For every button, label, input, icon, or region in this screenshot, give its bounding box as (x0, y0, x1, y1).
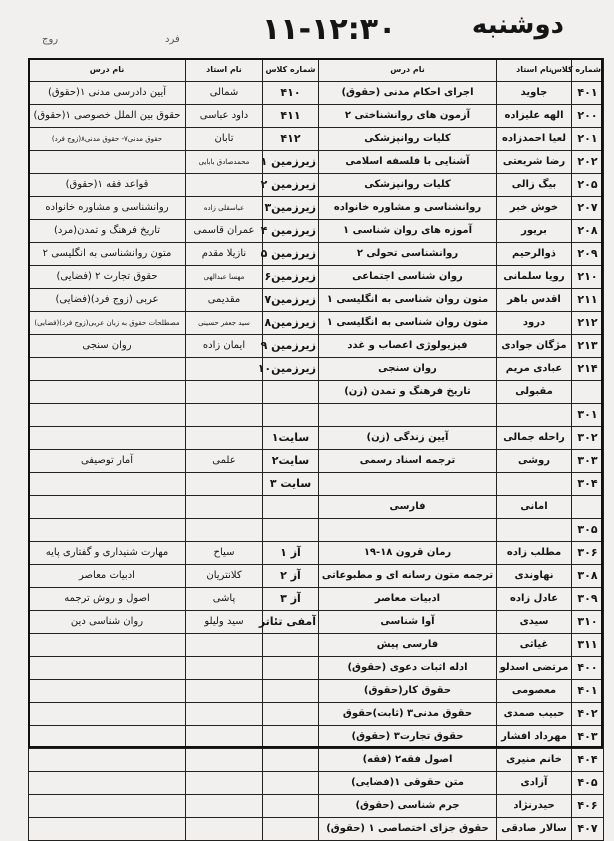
prof-cell (186, 174, 263, 197)
table-row (319, 197, 604, 220)
course-cell: روانشناسی و مشاوره خانواده (319, 197, 497, 220)
prof-cell (186, 358, 263, 381)
table-row (319, 634, 604, 657)
table-row (29, 749, 319, 772)
room-cell: سایت۱ (263, 427, 319, 450)
left-table-body (29, 82, 319, 841)
course-cell: آموزه های روان شناسی ۱ (319, 220, 497, 243)
room-cell: ۴۰۷ (572, 818, 604, 841)
course-cell: روان سنجی (29, 335, 186, 358)
table-row (29, 703, 319, 726)
room-cell: ۲۱۲ (572, 312, 604, 335)
table-row (319, 772, 604, 795)
table-row (319, 749, 604, 772)
room-cell: آز ۲ (263, 565, 319, 588)
room-cell: ۲۰۷ (572, 197, 604, 220)
prof-cell: نهاوندی (497, 565, 572, 588)
room-cell (263, 519, 319, 542)
prof-cell: علمی (186, 450, 263, 473)
room-cell: زیرزمین ۴ (263, 220, 319, 243)
course-cell: روان سنجی (319, 358, 497, 381)
table-row (29, 312, 319, 335)
room-cell: زیرزمین۷ (263, 289, 319, 312)
room-cell: ۲۰۱ (572, 128, 604, 151)
prof-cell (186, 473, 263, 496)
table-row (29, 565, 319, 588)
room-cell: ۳۱۰ (572, 611, 604, 634)
course-cell: متن حقوقی ۱(فضایی) (319, 772, 497, 795)
course-cell (29, 496, 186, 519)
room-cell (263, 749, 319, 772)
prof-cell: رضا شریعتی (497, 151, 572, 174)
room-cell: ۲۱۱ (572, 289, 604, 312)
room-cell: زیرزمین ۲ (263, 174, 319, 197)
course-cell: مهارت شنیداری و گفتاری پایه (29, 542, 186, 565)
room-cell: ۴۰۱ (572, 82, 604, 105)
header-note-odd: فرد (165, 34, 180, 45)
course-cell: حقوق مدنی۳ (ثابت)حقوق (319, 703, 497, 726)
course-cell: روان شناسی اجتماعی (319, 266, 497, 289)
course-column-header: نام درس (29, 59, 186, 82)
left-table-header-row (29, 59, 319, 82)
table-row (29, 128, 319, 151)
course-cell: متون روان شناسی به انگلیسی ۱ (319, 312, 497, 335)
room-cell: ۴۱۲ (263, 128, 319, 151)
course-cell: حقوق تجارت۳ (حقوق) (319, 726, 497, 749)
course-cell: عربی (زوج فرد)(فضایی) (29, 289, 186, 312)
room-cell: ۴۰۴ (572, 749, 604, 772)
prof-cell (186, 772, 263, 795)
table-row (29, 151, 319, 174)
table-row (29, 657, 319, 680)
course-cell (29, 404, 186, 427)
course-cell: کلیات روانپزشکی (319, 128, 497, 151)
course-cell: فارسی (319, 496, 497, 519)
prof-cell: حیدرنژاد (497, 795, 572, 818)
prof-cell: درود (497, 312, 572, 335)
course-cell: کلیات روانپزشکی (319, 174, 497, 197)
table-row (29, 335, 319, 358)
table-row (29, 450, 319, 473)
course-cell (29, 151, 186, 174)
prof-cell (186, 680, 263, 703)
table-row (29, 289, 319, 312)
course-cell: رمان قرون ۱۸-۱۹ (319, 542, 497, 565)
table-row (29, 542, 319, 565)
room-cell: ۲۰۲ (572, 151, 604, 174)
table-row (319, 243, 604, 266)
table-row (29, 680, 319, 703)
time-title: ۱۱-۱۲:۳۰ (262, 12, 397, 47)
table-row (29, 519, 319, 542)
table-row (319, 496, 604, 519)
prof-cell (186, 795, 263, 818)
table-row (29, 795, 319, 818)
course-cell (29, 634, 186, 657)
room-cell: ۴۰۰ (572, 657, 604, 680)
table-row (29, 496, 319, 519)
course-cell: حقوق کار(حقوق) (319, 680, 497, 703)
table-row (319, 266, 604, 289)
course-cell (29, 519, 186, 542)
room-cell: ۲۰۹ (572, 243, 604, 266)
prof-cell: مهرداد افشار (497, 726, 572, 749)
prof-cell (186, 496, 263, 519)
table-row (319, 473, 604, 496)
room-cell: سایت ۳ (263, 473, 319, 496)
prof-cell: حبیب صمدی (497, 703, 572, 726)
prof-cell: امانی (497, 496, 572, 519)
prof-cell: جاوید (497, 82, 572, 105)
prof-cell (186, 634, 263, 657)
prof-cell: اقدس باهر (497, 289, 572, 312)
course-cell (29, 657, 186, 680)
course-cell: اصول فقه۲ (فقه) (319, 749, 497, 772)
course-cell: ادبیات معاصر (319, 588, 497, 611)
course-cell: آمار توصیفی (29, 450, 186, 473)
course-cell (29, 703, 186, 726)
day-title: دوشنبه (471, 10, 564, 40)
prof-cell (497, 473, 572, 496)
table-row (319, 680, 604, 703)
prof-cell: سیدی (497, 611, 572, 634)
table-row (319, 427, 604, 450)
table-row (319, 703, 604, 726)
table-row (319, 128, 604, 151)
room-cell: ۴۰۵ (572, 772, 604, 795)
course-cell: ادبیات معاصر (29, 565, 186, 588)
left-schedule-table (28, 58, 319, 841)
course-cell: متون روان شناسی به انگلیسی ۱ (319, 289, 497, 312)
table-row (29, 588, 319, 611)
prof-cell: محمدصادق بابایی (186, 151, 263, 174)
table-row (319, 542, 604, 565)
table-row (29, 105, 319, 128)
table-row (319, 657, 604, 680)
room-cell: ۴۰۱ (572, 680, 604, 703)
table-row (29, 381, 319, 404)
table-row (319, 565, 604, 588)
table-row (319, 289, 604, 312)
table-row (29, 772, 319, 795)
table-row (29, 634, 319, 657)
table-row (319, 82, 604, 105)
room-cell (263, 726, 319, 749)
course-cell: ترجمه متون رسانه ای و مطبوعاتی (319, 565, 497, 588)
prof-column-header: نام استاد (186, 59, 263, 82)
course-cell: حقوق تجارت ۲ (فضایی) (29, 266, 186, 289)
course-cell: تاریخ فرهنگ و تمدن(مرد) (29, 220, 186, 243)
table-row (319, 450, 604, 473)
prof-cell: مقبولی (497, 381, 572, 404)
course-cell (29, 726, 186, 749)
prof-cell: رویا سلمانی (497, 266, 572, 289)
table-row (319, 818, 604, 841)
right-schedule-table (318, 58, 604, 841)
room-cell (572, 496, 604, 519)
course-cell: آیین دادرسی مدنی ۱(حقوق) (29, 82, 186, 105)
prof-cell: مقدیمی (186, 289, 263, 312)
prof-cell: شمالی (186, 82, 263, 105)
prof-cell: عبادی مریم (497, 358, 572, 381)
table-row (319, 519, 604, 542)
table-row (29, 818, 319, 841)
room-cell (263, 496, 319, 519)
room-cell: ۴۱۱ (263, 105, 319, 128)
room-cell: آز ۱ (263, 542, 319, 565)
room-cell: ۴۰۳ (572, 726, 604, 749)
table-row (319, 335, 604, 358)
header (0, 0, 614, 58)
table-row (29, 243, 319, 266)
table-row (319, 795, 604, 818)
table-row (29, 404, 319, 427)
prof-cell: نازیلا مقدم (186, 243, 263, 266)
room-cell: ۳۰۲ (572, 427, 604, 450)
course-cell (29, 818, 186, 841)
table-row (319, 726, 604, 749)
course-cell: قواعد فقه ۱(حقوق) (29, 174, 186, 197)
prof-cell: روشی (497, 450, 572, 473)
room-column-header: شماره کلاس (572, 59, 604, 82)
prof-cell: پاشی (186, 588, 263, 611)
room-cell (263, 404, 319, 427)
prof-cell: مرتضی اسدلو (497, 657, 572, 680)
room-cell (263, 818, 319, 841)
prof-cell: بیگ زالی (497, 174, 572, 197)
course-cell (29, 473, 186, 496)
prof-cell: ذوالرحیم (497, 243, 572, 266)
prof-cell: عمران قاسمی (186, 220, 263, 243)
table-row (29, 82, 319, 105)
table-row (29, 266, 319, 289)
course-cell (319, 473, 497, 496)
room-cell: ۴۱۰ (263, 82, 319, 105)
course-cell: حقوق مدنی۷- حقوق مدنی۸(زوج فرد) (29, 128, 186, 151)
room-cell: زیرزمین۳ (263, 197, 319, 220)
course-cell: آشنایی با فلسفه اسلامی (319, 151, 497, 174)
table-row (29, 358, 319, 381)
room-cell: ۳۰۴ (572, 473, 604, 496)
course-column-header: نام درس (319, 59, 497, 82)
course-cell (29, 381, 186, 404)
room-cell: ۲۰۸ (572, 220, 604, 243)
course-cell (29, 772, 186, 795)
prof-cell: راحله جمالی (497, 427, 572, 450)
room-cell: ۳۰۱ (572, 404, 604, 427)
prof-cell: عباسقلی زاده (186, 197, 263, 220)
table-row (319, 588, 604, 611)
table-row (29, 174, 319, 197)
prof-cell (186, 749, 263, 772)
course-cell: فیزیولوژی اعصاب و غدد (319, 335, 497, 358)
table-row (319, 358, 604, 381)
course-cell: روان شناسی دین (29, 611, 186, 634)
prof-cell (186, 657, 263, 680)
course-cell: متون روانشناسی به انگلیسی ۲ (29, 243, 186, 266)
prof-cell (186, 519, 263, 542)
course-cell (29, 427, 186, 450)
prof-cell: خانم منیری (497, 749, 572, 772)
room-cell: زیرزمین ۵ (263, 243, 319, 266)
room-cell: ۲۱۳ (572, 335, 604, 358)
course-cell: روانشناسی و مشاوره خانواده (29, 197, 186, 220)
prof-column-header: نام استاد (497, 59, 572, 82)
table-row (319, 151, 604, 174)
table-row (319, 611, 604, 634)
room-cell: زیرزمین ۹ (263, 335, 319, 358)
prof-cell: معصومی (497, 680, 572, 703)
prof-cell: خوش خبر (497, 197, 572, 220)
prof-cell: بریور (497, 220, 572, 243)
room-cell: زیرزمین۸ (263, 312, 319, 335)
table-row (29, 726, 319, 749)
prof-cell (497, 519, 572, 542)
right-table-body (319, 82, 604, 841)
room-cell: سایت۲ (263, 450, 319, 473)
room-cell (263, 703, 319, 726)
course-cell: اجرای احکام مدنی (حقوق) (319, 82, 497, 105)
table-row (319, 404, 604, 427)
room-cell: ۳۰۵ (572, 519, 604, 542)
table-row (29, 427, 319, 450)
room-cell: ۳۱۱ (572, 634, 604, 657)
header-note-even: روج (42, 34, 59, 45)
course-cell: آزمون های روانشناختی ۲ (319, 105, 497, 128)
room-cell: آمفی تئاتر (263, 611, 319, 634)
course-cell (29, 358, 186, 381)
room-cell (263, 772, 319, 795)
room-cell: ۴۰۲ (572, 703, 604, 726)
table-row (319, 381, 604, 404)
course-cell (319, 404, 497, 427)
table-row (319, 312, 604, 335)
prof-cell: غیاثی (497, 634, 572, 657)
prof-cell (497, 404, 572, 427)
course-cell (29, 749, 186, 772)
prof-cell (186, 703, 263, 726)
prof-cell: مطلب زاده (497, 542, 572, 565)
table-row (319, 174, 604, 197)
prof-cell: عادل زاده (497, 588, 572, 611)
course-cell: آوا شناسی (319, 611, 497, 634)
prof-cell: لعیا احمدزاده (497, 128, 572, 151)
course-cell (29, 680, 186, 703)
course-cell: ادله اثبات دعوی (حقوق) (319, 657, 497, 680)
course-cell: ترجمه اسناد رسمی (319, 450, 497, 473)
room-cell: ۴۰۶ (572, 795, 604, 818)
room-cell: ۲۰۵ (572, 174, 604, 197)
prof-cell: مژگان جوادی (497, 335, 572, 358)
room-cell: ۳۰۳ (572, 450, 604, 473)
room-cell: زیرزمین۱۰ (263, 358, 319, 381)
prof-cell: الهه علیزاده (497, 105, 572, 128)
course-cell: فارسی پیش (319, 634, 497, 657)
room-cell: زیرزمین۶ (263, 266, 319, 289)
course-cell (29, 795, 186, 818)
room-column-header: شماره کلاس (263, 59, 319, 82)
room-cell: ۲۰۰ (572, 105, 604, 128)
room-cell: زیرزمین ۱ (263, 151, 319, 174)
room-cell (263, 634, 319, 657)
prof-cell: ایمان زاده (186, 335, 263, 358)
room-cell (263, 657, 319, 680)
table-row (29, 220, 319, 243)
room-cell: آز ۳ (263, 588, 319, 611)
room-cell (263, 795, 319, 818)
prof-cell: آزادی (497, 772, 572, 795)
course-cell: حقوق بین الملل خصوصی ۱(حقوق) (29, 105, 186, 128)
room-cell (263, 381, 319, 404)
room-cell: ۳۰۹ (572, 588, 604, 611)
prof-cell (186, 427, 263, 450)
prof-cell (186, 818, 263, 841)
room-cell: ۲۱۴ (572, 358, 604, 381)
prof-cell (186, 381, 263, 404)
table-row (29, 473, 319, 496)
course-cell: اصول و روش ترجمه (29, 588, 186, 611)
prof-cell: سید جعفر حسینی (186, 312, 263, 335)
prof-cell: سید ولیلو (186, 611, 263, 634)
table-row (319, 220, 604, 243)
room-cell: ۲۱۰ (572, 266, 604, 289)
prof-cell: کلانتریان (186, 565, 263, 588)
table-row (29, 197, 319, 220)
course-cell: روانشناسی تحولی ۲ (319, 243, 497, 266)
room-cell: ۳۰۸ (572, 565, 604, 588)
prof-cell: تابان (186, 128, 263, 151)
prof-cell: داود عباسی (186, 105, 263, 128)
prof-cell (186, 404, 263, 427)
prof-cell: سیاح (186, 542, 263, 565)
room-cell (263, 680, 319, 703)
prof-cell: مهسا عبدالهی (186, 266, 263, 289)
prof-cell (186, 726, 263, 749)
course-cell: مصطلحات حقوق به زبان عربی(زوج فرد)(فضایی) (29, 312, 186, 335)
course-cell: جرم شناسی (حقوق) (319, 795, 497, 818)
table-row (319, 105, 604, 128)
course-cell: حقوق جزای اختصاصی ۱ (حقوق) (319, 818, 497, 841)
prof-cell: سالار صادقی (497, 818, 572, 841)
room-cell: ۳۰۶ (572, 542, 604, 565)
course-cell (319, 519, 497, 542)
table-row (29, 611, 319, 634)
right-table-header-row (319, 59, 604, 82)
course-cell: تاریخ فرهنگ و تمدن (زن) (319, 381, 497, 404)
course-cell: آیین زندگی (زن) (319, 427, 497, 450)
room-cell (572, 381, 604, 404)
